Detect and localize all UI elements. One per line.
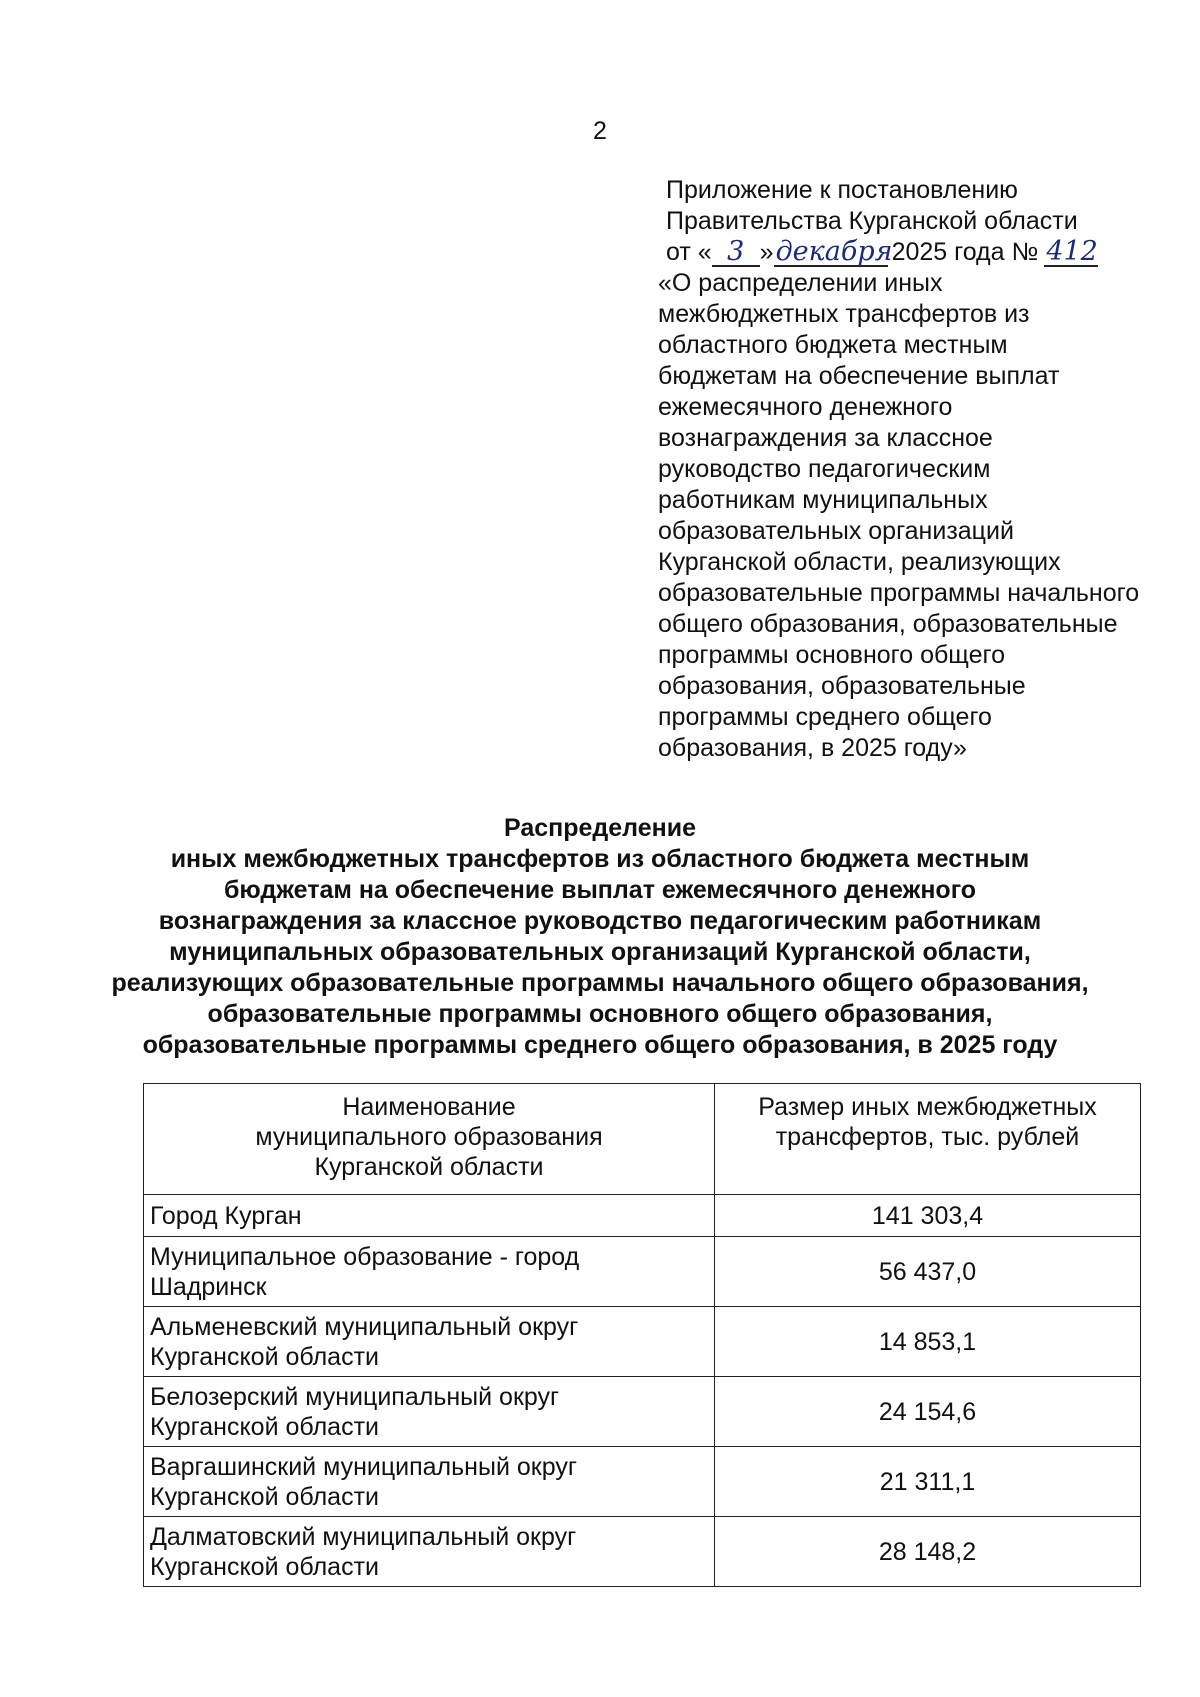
municipality-name-line: Муниципальное образование - город [150, 1242, 580, 1271]
appendix-subject-line: Курганской области, реализующих [658, 548, 1061, 576]
handwritten-number: 412 [1046, 236, 1098, 267]
distribution-table [143, 1083, 1141, 1587]
table-row [144, 1307, 1141, 1377]
title-line: вознаграждения за классное руководство педагогическим работникам [158, 907, 1042, 935]
title-line: бюджетам на обеспечение выплат ежемесячного денежного [223, 876, 977, 904]
municipality-name-line: Варгашинский муниципальный округ [150, 1452, 577, 1481]
appendix-date-line [666, 237, 1166, 268]
municipality-name-line: Город Курган [150, 1201, 302, 1230]
table-header-row [144, 1084, 1141, 1195]
appendix-subject-line: программы среднего общего [658, 703, 992, 731]
appendix-subject-line: образовательных организаций [658, 517, 1014, 545]
table-row [144, 1447, 1141, 1517]
appendix-subject-line: образования, в 2025 году» [658, 734, 967, 762]
municipality-name-cell [144, 1307, 715, 1377]
header-name-line: Курганской области [314, 1153, 544, 1181]
appendix-subject-line: работникам муниципальных [658, 486, 988, 514]
municipality-name-line: Курганской области [150, 1342, 380, 1371]
document-title [0, 813, 1200, 1061]
appendix-subject-line: межбюджетных трансфертов из [658, 300, 1030, 328]
appendix-subject-line: бюджетам на обеспечение выплат [658, 362, 1060, 390]
municipality-name-line: Шадринск [150, 1272, 267, 1301]
appendix-subject-line: ежемесячного денежного [658, 393, 953, 421]
header-value-line: трансфертов, тыс. рублей [775, 1123, 1080, 1151]
title-line: иных межбюджетных трансфертов из областного бюджета местным [170, 845, 1030, 873]
appendix-line: Приложение к постановлению [666, 176, 1018, 204]
appendix-subject-line: областного бюджета местным [658, 331, 1008, 359]
date-suffix: 2025 года № [891, 238, 1039, 266]
municipality-name-cell [144, 1447, 715, 1517]
title-line: образовательные программы среднего общего образования, в 2025 году [142, 1031, 1058, 1059]
appendix-subject-line: вознаграждения за классное [658, 424, 993, 452]
table-row [144, 1517, 1141, 1587]
header-name-line: муниципального образования [255, 1123, 603, 1151]
municipality-name-line: Курганской области [150, 1412, 380, 1441]
municipality-name-line: Курганской области [150, 1482, 380, 1511]
title-lines [0, 844, 1200, 1061]
appendix-subject-line: образовательные программы начального [658, 579, 1140, 607]
municipality-name-cell [144, 1195, 715, 1237]
table-row [144, 1195, 1141, 1237]
amount-cell: 24 154,6 [715, 1377, 1141, 1447]
municipality-name-line: Курганской области [150, 1552, 380, 1581]
appendix-subject-line: образования, образовательные [658, 672, 1026, 700]
appendix-line: Правительства Курганской области [666, 207, 1078, 235]
amount-cell: 28 148,2 [715, 1517, 1141, 1587]
header-municipality [144, 1084, 715, 1195]
municipality-name-line: Альменевский муниципальный округ [150, 1312, 579, 1341]
header-value-line: Размер иных межбюджетных [758, 1093, 1097, 1121]
municipality-name-cell [144, 1517, 715, 1587]
appendix-subject-line: руководство педагогическим [658, 455, 991, 483]
title-line: реализующих образовательные программы начального общего образования, [111, 969, 1089, 997]
amount-cell: 56 437,0 [715, 1237, 1141, 1307]
title-heading: Распределение [503, 814, 697, 842]
amount-cell: 14 853,1 [715, 1307, 1141, 1377]
date-prefix: от « [666, 238, 712, 266]
handwritten-month: декабря [775, 236, 893, 267]
municipality-name-line: Далматовский муниципальный округ [150, 1522, 577, 1551]
appendix-subject-line: «О распределении иных [658, 269, 943, 297]
header-name-line: Наименование [342, 1093, 516, 1121]
appendix-subject-line: программы основного общего [658, 641, 1005, 669]
page-number: 2 [593, 117, 607, 145]
appendix-subject-line: общего образования, образовательные [658, 610, 1118, 638]
title-line: образовательные программы основного общего образования, [207, 1000, 993, 1028]
municipality-name-cell [144, 1377, 715, 1447]
table-body [144, 1195, 1141, 1587]
municipality-name-line: Белозерский муниципальный округ [150, 1382, 560, 1411]
date-mid: » [759, 238, 774, 266]
title-line: муниципальных образовательных организаций Курганской области, [169, 938, 1031, 966]
table-row [144, 1377, 1141, 1447]
municipality-name-cell [144, 1237, 715, 1307]
amount-cell: 141 303,4 [715, 1195, 1141, 1237]
appendix-subject [658, 268, 1158, 764]
header-amount [715, 1084, 1141, 1195]
amount-cell: 21 311,1 [715, 1447, 1141, 1517]
handwritten-day: 3 [712, 239, 760, 267]
table-row [144, 1237, 1141, 1307]
appendix-block [658, 175, 1166, 764]
